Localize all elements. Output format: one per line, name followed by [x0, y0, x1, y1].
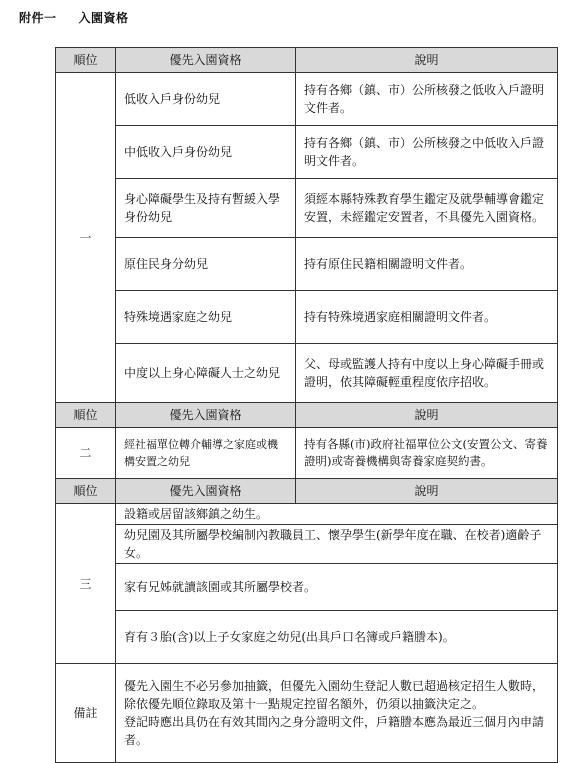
- table-row: [56, 504, 558, 525]
- header-description: 說明: [296, 479, 558, 504]
- description-cell: 須經本縣特殊教育學生鑑定及就學輔導會鑑定安置，未經鑑定安置者，不具優先入園資格。: [296, 179, 558, 238]
- section1-order: 一: [56, 73, 116, 403]
- table-header-row: [56, 403, 558, 428]
- note-line: 優先入園生不必另參加抽籤，但優先入園幼生登記人數已超過核定招生人數時，除依優先順位錄取及第十一點規定控留名額外，仍須以抽籤決定之。: [124, 679, 545, 711]
- priority-cell: 中低收入戶身份幼兒: [116, 126, 296, 179]
- header-priority: 優先入園資格: [116, 479, 296, 504]
- header-description: 說明: [296, 48, 558, 73]
- table-row: [56, 238, 558, 291]
- table-row: [56, 564, 558, 611]
- list-item: 幼兒園及其所屬學校編制內教職員工、懷孕學生(新學年度在職、在校者)適齡子女。: [116, 525, 558, 564]
- list-item: 家有兄姊就讀該園或其所屬學校者。: [116, 564, 558, 611]
- header-priority: 優先入園資格: [116, 48, 296, 73]
- table-row: [56, 344, 558, 403]
- note-label: 備註: [56, 664, 116, 763]
- table-row: [56, 179, 558, 238]
- list-item: 設籍或居留該鄉鎮之幼生。: [116, 504, 558, 525]
- header-description: 說明: [296, 403, 558, 428]
- priority-cell: 中度以上身心障礙人士之幼兒: [116, 344, 296, 403]
- table-row: [56, 73, 558, 126]
- note-row: [56, 664, 558, 763]
- description-cell: 持有原住民籍相關證明文件者。: [296, 238, 558, 291]
- section3-order: 三: [56, 504, 116, 664]
- description-cell: 持有特殊境遇家庭相關證明文件者。: [296, 291, 558, 344]
- admission-qualification-table: [55, 47, 558, 763]
- header-order: 順位: [56, 479, 116, 504]
- header-priority: 優先入園資格: [116, 403, 296, 428]
- attachment-title: 入園資格: [78, 11, 129, 25]
- priority-cell: 特殊境遇家庭之幼兒: [116, 291, 296, 344]
- section2-order: 二: [56, 428, 116, 479]
- table-row: [56, 611, 558, 664]
- description-cell: 持有各縣(市)政府社福單位公文(安置公文、寄養證明)或寄養機構與寄養家庭契約書。: [296, 428, 558, 479]
- table-row: [56, 525, 558, 564]
- table-header-row: [56, 48, 558, 73]
- note-content: [116, 664, 558, 763]
- note-line: 登記時應出具仍在有效其間內之身分證明文件，戶籍謄本應為最近三個月內申請者。: [124, 715, 545, 747]
- table-row: [56, 291, 558, 344]
- header-order: 順位: [56, 403, 116, 428]
- priority-cell: 身心障礙學生及持有暫緩入學身份幼兒: [116, 179, 296, 238]
- priority-cell: 經社福單位轉介輔導之家庭或機構安置之幼兒: [116, 428, 296, 479]
- table-header-row: [56, 479, 558, 504]
- table-row: [56, 126, 558, 179]
- list-item: 育有３胎(含)以上子女家庭之幼兒(出具戶口名簿或戶籍謄本)。: [116, 611, 558, 664]
- description-cell: 父、母或監護人持有中度以上身心障礙手冊或證明，依其障礙輕重程度依序招收。: [296, 344, 558, 403]
- attachment-heading: [19, 9, 129, 26]
- description-cell: 持有各鄉（鎮、市）公所核發之低收入戶證明文件者。: [296, 73, 558, 126]
- priority-cell: 原住民身分幼兒: [116, 238, 296, 291]
- description-cell: 持有各鄉（鎮、市）公所核發之中低收入戶證明文件者。: [296, 126, 558, 179]
- table-row: [56, 428, 558, 479]
- priority-cell: 低收入戶身份幼兒: [116, 73, 296, 126]
- attachment-label: 附件一: [19, 11, 57, 25]
- header-order: 順位: [56, 48, 116, 73]
